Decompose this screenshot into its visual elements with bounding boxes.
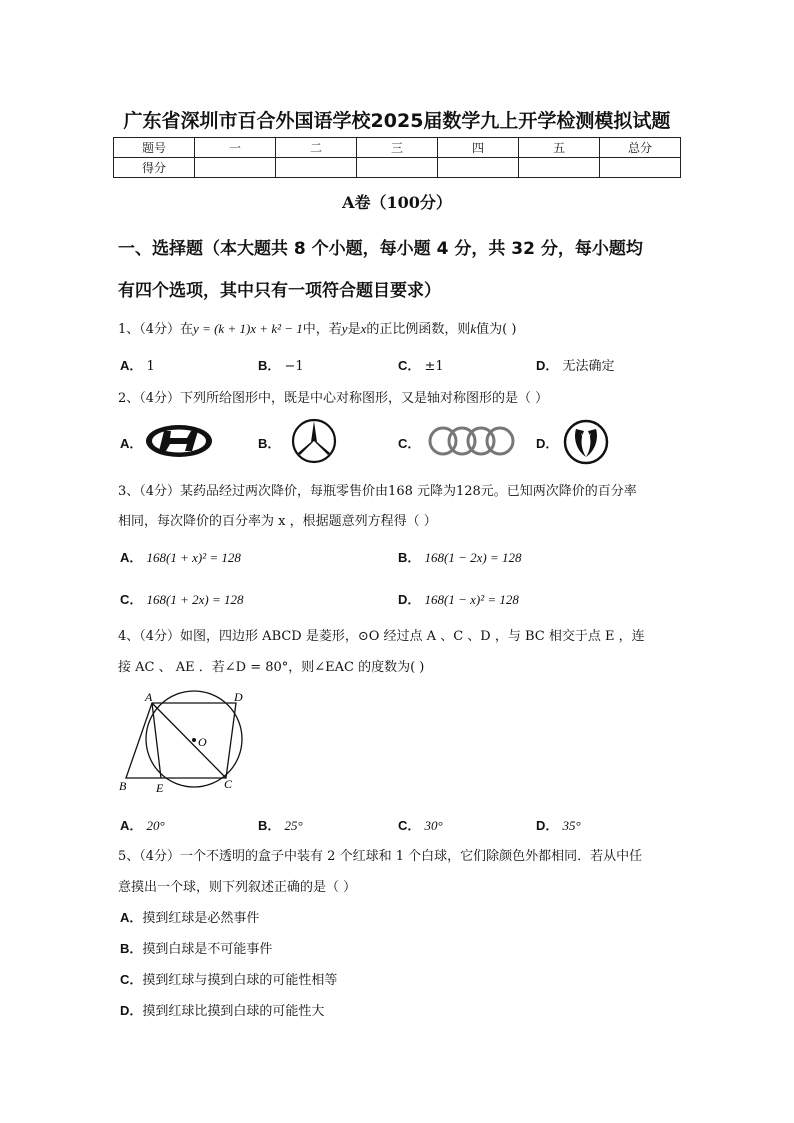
- score-header-cell: 二: [276, 138, 357, 158]
- q2-option-b[interactable]: B．: [258, 436, 281, 451]
- score-header-cell: 一: [195, 138, 276, 158]
- q1-formula: y = (k + 1)x + k² − 1: [193, 321, 303, 336]
- score-cell[interactable]: [195, 158, 276, 178]
- q1-x: x: [360, 321, 367, 336]
- question-5-line1: 5、（4分）一个不透明的盒子中装有 2 个红球和 1 个白球，它们除颜色外都相同．若从中任: [118, 849, 643, 864]
- q1-prefix: 1、（4分）在: [118, 322, 194, 337]
- q1-option-d[interactable]: D． 无法确定: [536, 358, 615, 374]
- label-a: A: [145, 690, 153, 704]
- mercedes-logo-icon: [290, 418, 338, 464]
- score-header-cell: 题号: [114, 138, 195, 158]
- question-1: [118, 318, 516, 337]
- score-cell[interactable]: [357, 158, 438, 178]
- q1-option-c[interactable]: C． ±1: [398, 358, 444, 374]
- question-5-line2: 意摸出一个球，则下列叙述正确的是（ ）: [118, 880, 357, 895]
- rhombus-abcd: [126, 703, 236, 778]
- score-table: [113, 137, 681, 178]
- segment-ac: [152, 703, 226, 778]
- q3-option-b[interactable]: B． 168(1 − 2x) = 128: [398, 550, 522, 565]
- section-heading-line1: 一、选择题（本大题共 8 个小题，每小题 4 分，共 32 分，每小题均: [118, 239, 643, 259]
- q2-option-a[interactable]: A．: [120, 436, 143, 451]
- label-b: B: [119, 779, 127, 793]
- score-header-cell: 五: [519, 138, 600, 158]
- q1-mid3: 的正比例函数，则: [366, 322, 471, 337]
- q5-option-a[interactable]: A．摸到红球是必然事件: [120, 910, 260, 926]
- center-point-o: [192, 738, 196, 742]
- q2-option-c[interactable]: C．: [398, 436, 421, 451]
- q4-option-c[interactable]: C． 30°: [398, 818, 443, 833]
- q1-post: 值为( ): [476, 322, 517, 337]
- q4-option-a[interactable]: A． 20°: [120, 818, 165, 833]
- label-c: C: [224, 777, 233, 791]
- score-header-cell: 总分: [600, 138, 681, 158]
- score-header-cell: 四: [438, 138, 519, 158]
- section-heading-line2: 有四个选项，其中只有一项符合题目要求）: [118, 281, 441, 301]
- score-cell[interactable]: [276, 158, 357, 178]
- score-header-cell: 三: [357, 138, 438, 158]
- score-row-label: 得分: [114, 158, 195, 178]
- question-4-line1: 4、（4分）如图，四边形 ABCD 是菱形，⊙O 经过点 A 、C 、D ，与 BC 相交于点 E ，连: [118, 629, 645, 644]
- score-cell[interactable]: [600, 158, 681, 178]
- q3-option-a[interactable]: A． 168(1 + x)² = 128: [120, 550, 241, 565]
- q5-option-b[interactable]: B．摸到白球是不可能事件: [120, 941, 273, 957]
- q1-mid: 中，若: [302, 322, 342, 337]
- label-e: E: [156, 781, 164, 795]
- question-3-line2: 相同，每次降价的百分率为 x ，根据题意列方程得（ ）: [118, 514, 437, 529]
- q4-option-b[interactable]: B． 25°: [258, 818, 303, 833]
- dongfeng-logo-icon: [563, 419, 609, 465]
- audi-rings-logo-icon: [426, 425, 516, 457]
- q5-option-d[interactable]: D．摸到红球比摸到白球的可能性大: [120, 1003, 325, 1019]
- score-table-score-row: [114, 158, 681, 178]
- question-3-line1: 3、（4分）某药品经过两次降价，每瓶零售价由168 元降为128元。已知两次降价的百分率: [118, 484, 637, 499]
- q1-y: y: [341, 321, 348, 336]
- question-4-line2: 接 AC 、 AE ．若∠D = 80°，则∠EAC 的度数为( ): [118, 660, 425, 675]
- q1-option-a[interactable]: A． 1: [120, 358, 155, 374]
- q3-option-c[interactable]: C． 168(1 + 2x) = 128: [120, 592, 244, 607]
- rhombus-circle-figure: [112, 686, 252, 798]
- q1-mid2: 是: [347, 322, 361, 337]
- volume-heading: A卷（100分）: [342, 193, 452, 212]
- question-2: 2、（4分）下列所给图形中，既是中心对称图形，又是轴对称图形的是（ ）: [118, 391, 549, 406]
- score-cell[interactable]: [438, 158, 519, 178]
- q1-option-b[interactable]: B． −1: [258, 358, 304, 374]
- q5-option-c[interactable]: C．摸到红球与摸到白球的可能性相等: [120, 972, 338, 988]
- q1-k: k: [470, 321, 477, 336]
- hyundai-logo-icon: [144, 423, 214, 459]
- page-title: 广东省深圳市百合外国语学校2025届数学九上开学检测模拟试题: [123, 110, 671, 132]
- label-o: O: [198, 735, 207, 749]
- q3-option-d[interactable]: D． 168(1 − x)² = 128: [398, 592, 519, 607]
- label-d: D: [234, 690, 243, 704]
- q4-option-d[interactable]: D． 35°: [536, 818, 581, 833]
- q2-option-d[interactable]: D．: [536, 436, 559, 451]
- score-cell[interactable]: [519, 158, 600, 178]
- score-table-header-row: [114, 138, 681, 158]
- segment-ae: [152, 703, 161, 778]
